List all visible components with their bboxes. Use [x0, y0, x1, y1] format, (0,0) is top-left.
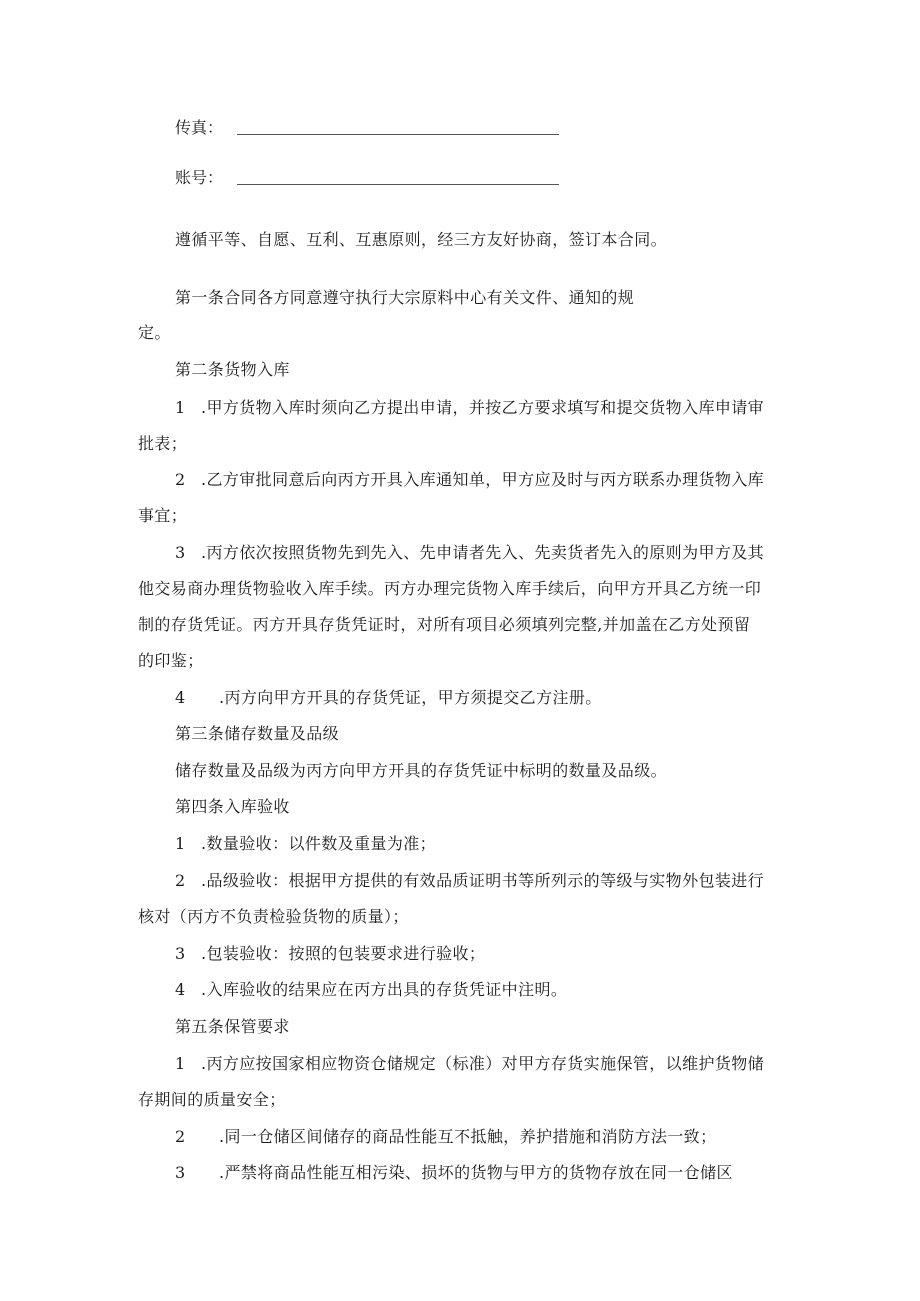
article2-item3-number: 3 [175, 543, 186, 562]
article4-item3 [175, 944, 485, 964]
article2-title: 第二条货物入库 [175, 360, 290, 379]
article5-item2-text: .同一仓储区间储存的商品性能互不抵触，养护措施和消防方法一致； [219, 1127, 717, 1146]
article2-item2-cont: 事宜； [138, 506, 188, 525]
fax-input-line[interactable] [237, 134, 559, 135]
article2-item1 [175, 398, 764, 418]
article5-item1-cont: 存期间的质量安全； [138, 1090, 286, 1109]
article2-item4-number: 4 [175, 688, 186, 707]
article2-item1-number: 1 [175, 398, 186, 417]
article5-item2-number: 2 [175, 1127, 186, 1146]
article5-item3 [175, 1163, 733, 1183]
article4-item2-cont: 核对（丙方不负责检验货物的质量）； [138, 907, 409, 926]
article2-item4 [175, 688, 602, 708]
article4-item2-number: 2 [175, 871, 186, 890]
article5-title: 第五条保管要求 [175, 1017, 290, 1036]
article2-item3-cont2: 制的存货凭证。丙方开具存货凭证时，对所有项目必须填列完整,并加盖在乙方处预留 [138, 615, 751, 634]
article2-item3-cont3: 的印鉴； [138, 651, 204, 670]
article2-item2-number: 2 [175, 470, 186, 489]
article5-item1-text: .丙方应按国家相应物资仓储规定（标准）对甲方存货实施保管，以维护货物储 [201, 1054, 765, 1073]
article4-item1-number: 1 [175, 834, 186, 853]
article5-item3-number: 3 [175, 1163, 186, 1182]
article4-item3-number: 3 [175, 944, 186, 963]
article4-item4-number: 4 [175, 980, 186, 999]
article2-item1-cont: 批表； [138, 434, 188, 453]
article5-item3-text: .严禁将商品性能互相污染、损坏的货物与甲方的货物存放在同一仓储区 [219, 1163, 733, 1182]
intro-paragraph: 遵循平等、自愿、互利、互惠原则，经三方友好协商，签订本合同。 [175, 230, 668, 249]
article2-item2 [175, 470, 764, 490]
article1-line1: 第一条合同各方同意遵守执行大宗原料中心有关文件、通知的规 [175, 288, 635, 307]
article4-item1-text: .数量验收：以件数及重量为准； [201, 834, 437, 853]
article2-item3-text: .丙方依次按照货物先到先入、先申请者先入、先卖货者先入的原则为甲方及其 [201, 543, 765, 562]
article5-item2 [175, 1127, 717, 1147]
article5-item1 [175, 1054, 764, 1074]
article4-item3-text: .包装验收：按照的包装要求进行验收； [201, 944, 486, 963]
article4-item2-text: .品级验收：根据甲方提供的有效品质证明书等所列示的等级与实物外包装进行 [201, 871, 765, 890]
fax-field [175, 118, 559, 138]
article3-body: 储存数量及品级为丙方向甲方开具的存货凭证中标明的数量及品级。 [175, 761, 668, 780]
account-field [175, 168, 559, 188]
article2-item3-cont1: 他交易商办理货物验收入库手续。丙方办理完货物入库手续后，向甲方开具乙方统一印 [138, 579, 762, 598]
article1-line2: 定。 [138, 323, 171, 342]
article4-item1 [175, 834, 436, 854]
article2-item3 [175, 543, 764, 563]
article4-item4-text: .入库验收的结果应在丙方出具的存货凭证中注明。 [201, 980, 568, 999]
account-label: 账号： [175, 168, 224, 187]
article4-item4 [175, 980, 567, 1000]
article3-title: 第三条储存数量及品级 [175, 724, 340, 743]
article2-item4-text: .丙方向甲方开具的存货凭证，甲方须提交乙方注册。 [219, 688, 602, 707]
article5-item1-number: 1 [175, 1054, 186, 1073]
article2-item2-text: .乙方审批同意后向丙方开具入库通知单，甲方应及时与丙方联系办理货物入库 [201, 470, 765, 489]
article4-item2 [175, 871, 764, 891]
fax-label: 传真： [175, 118, 224, 137]
article2-item1-text: .甲方货物入库时须向乙方提出申请，并按乙方要求填写和提交货物入库申请审 [201, 398, 765, 417]
account-input-line[interactable] [237, 184, 559, 185]
article4-title: 第四条入库验收 [175, 797, 290, 816]
